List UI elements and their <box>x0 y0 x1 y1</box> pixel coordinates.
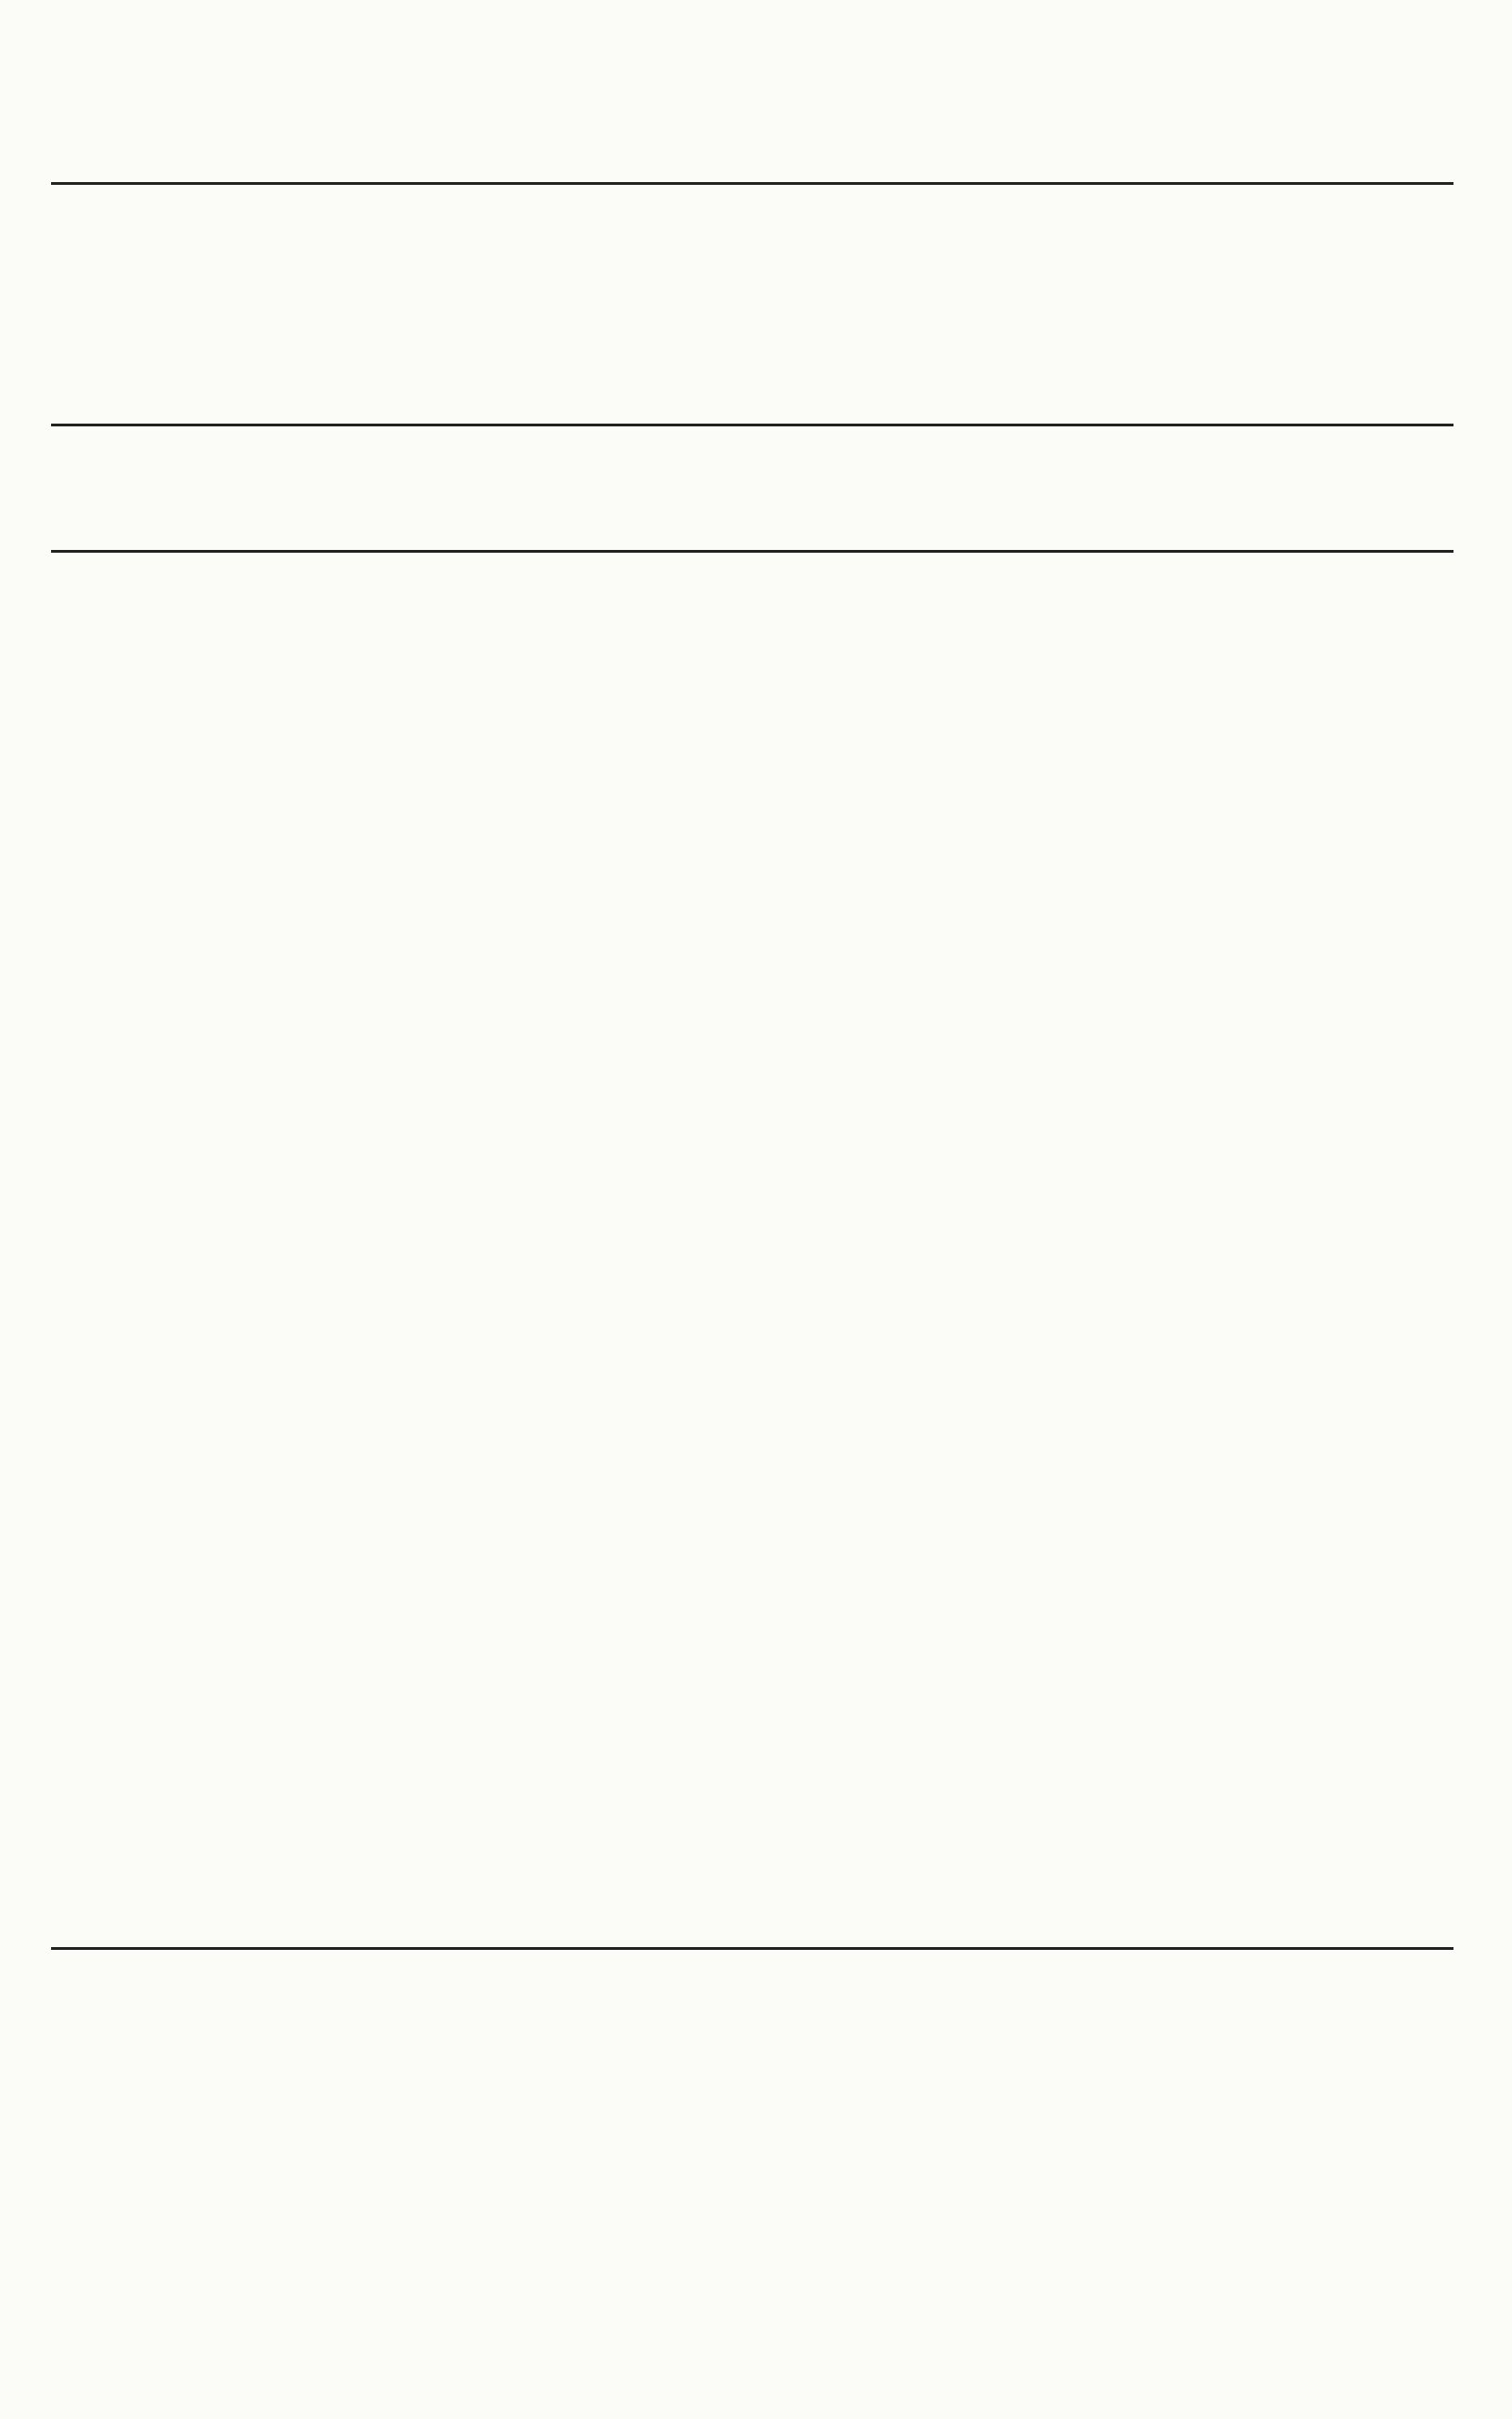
header-rule <box>51 182 1453 185</box>
table-bottom-rule <box>51 1947 1453 1950</box>
table-header-rule <box>51 550 1453 553</box>
table-top-rule <box>51 424 1453 426</box>
page-header <box>51 117 1449 173</box>
